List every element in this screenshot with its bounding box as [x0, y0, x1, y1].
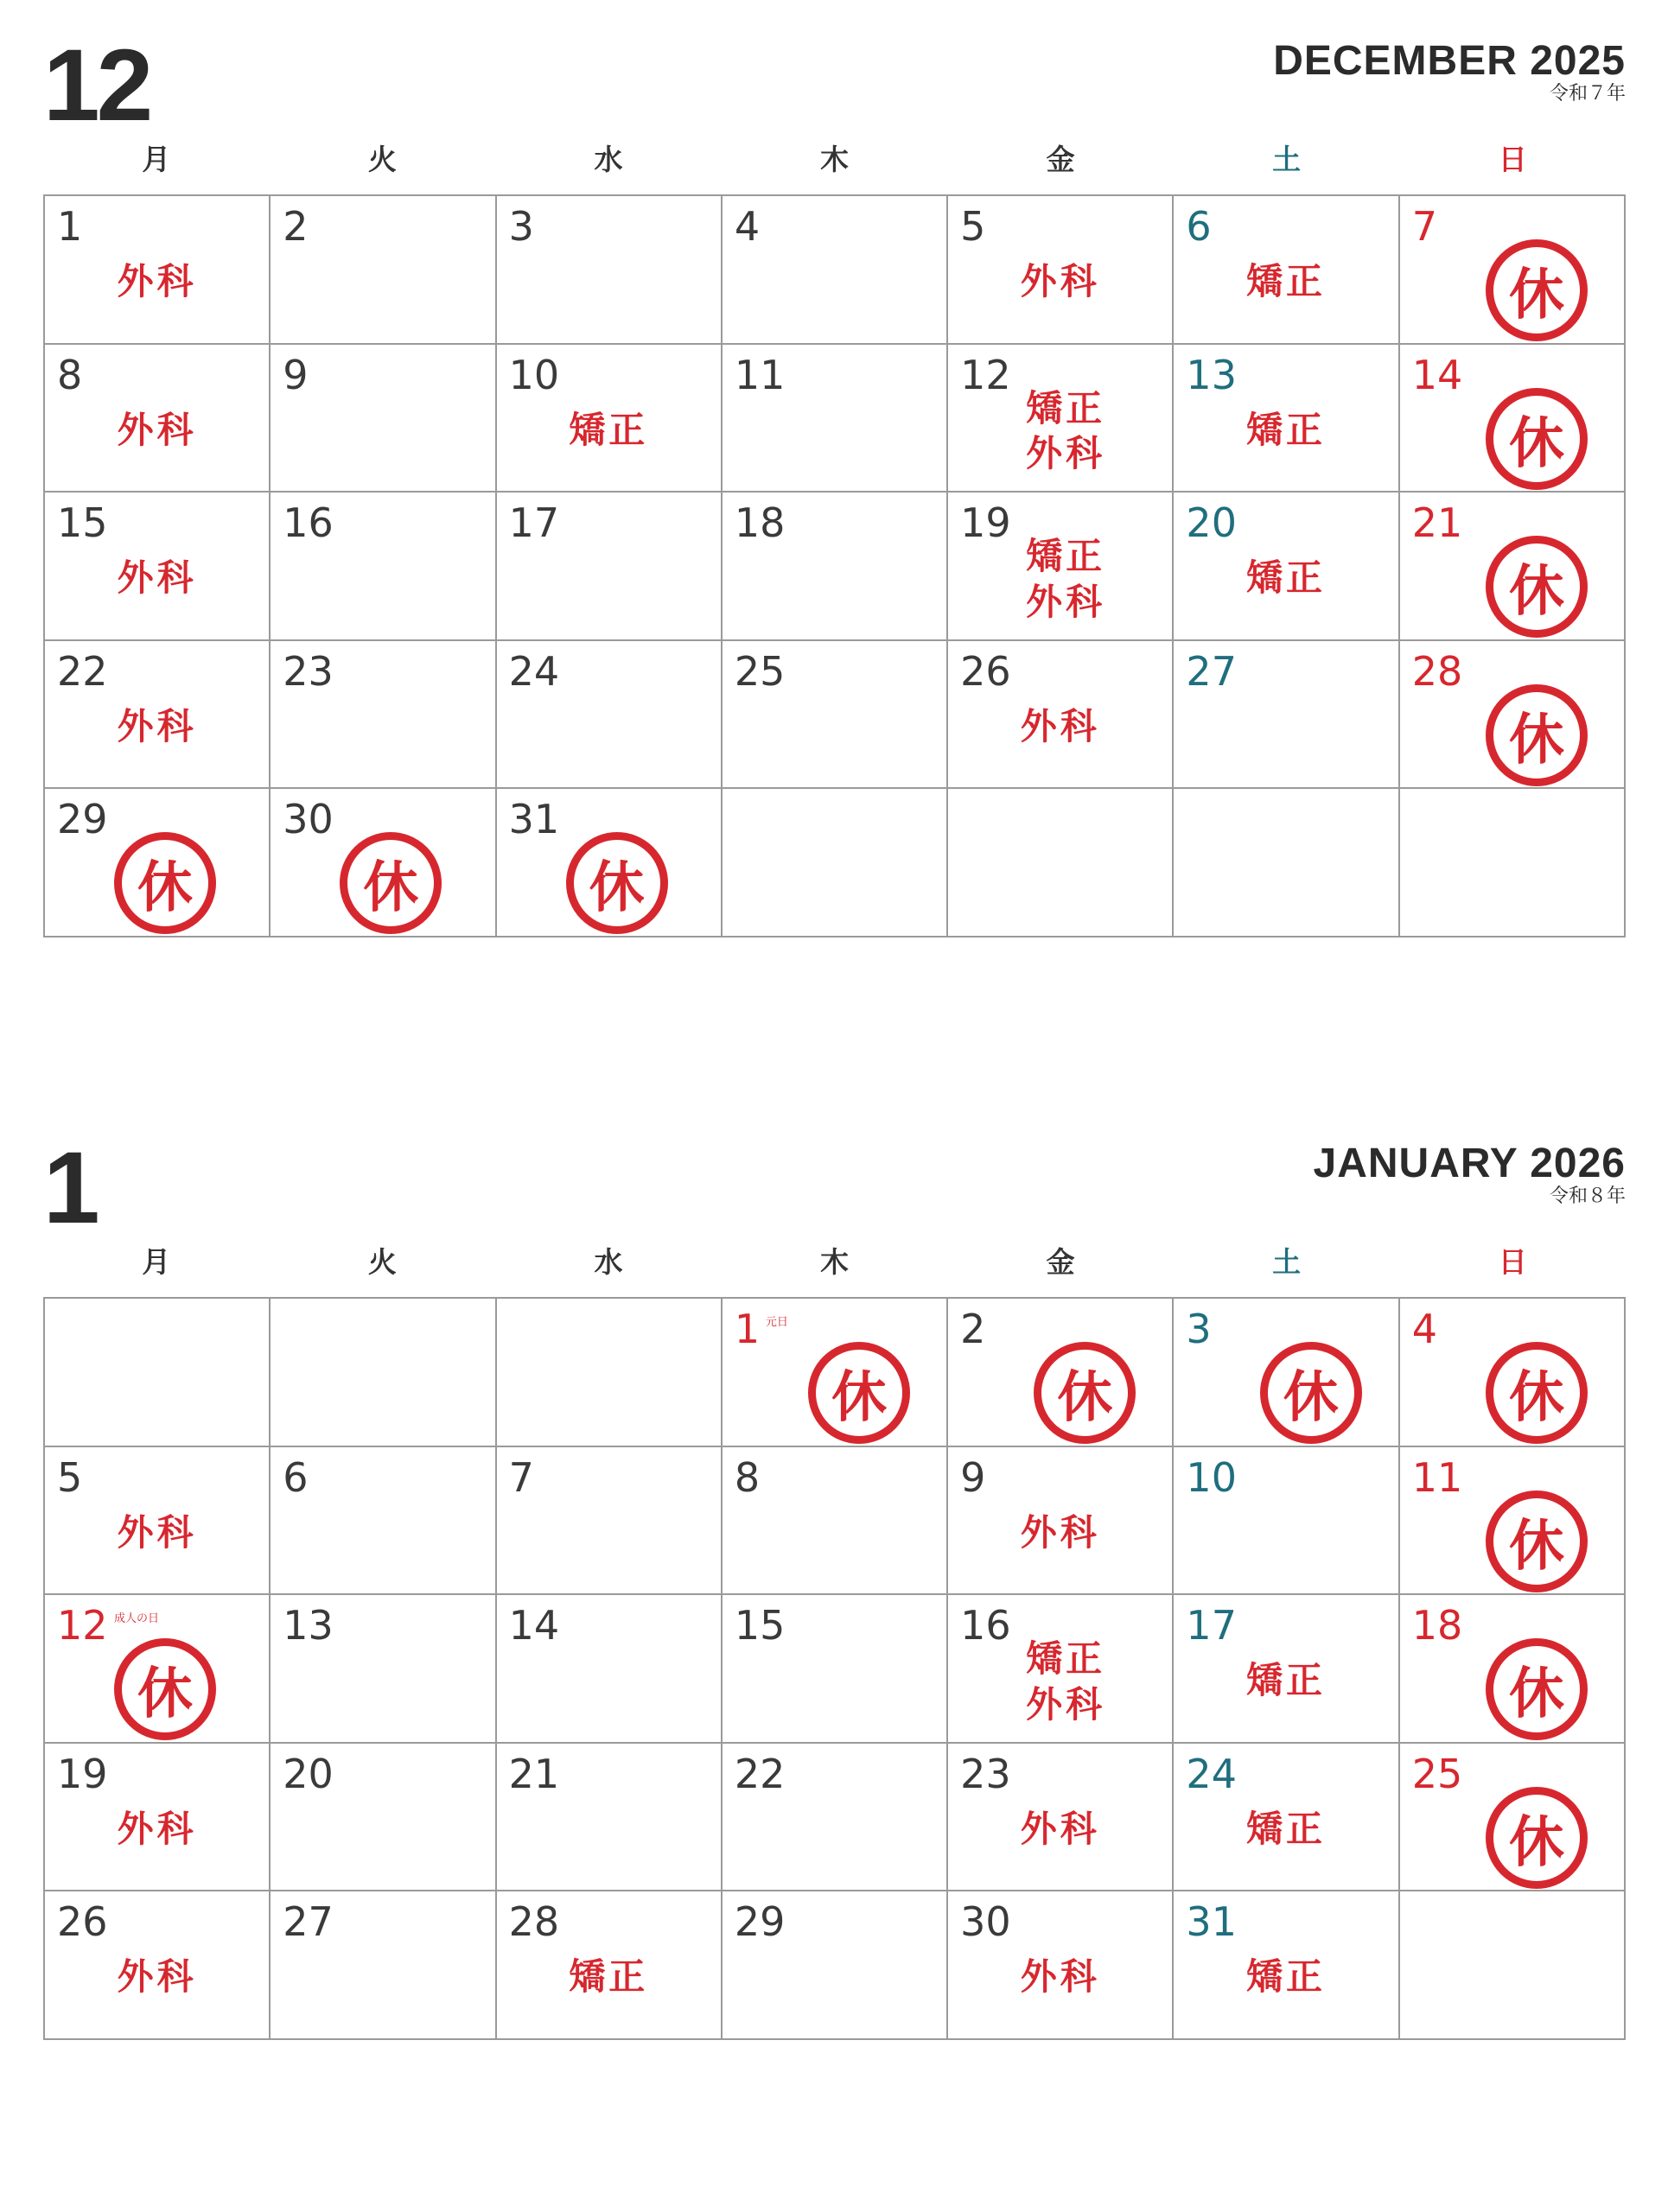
- orthodontics-note: 矯正: [1246, 1659, 1327, 1702]
- day-number: 6: [1186, 203, 1212, 250]
- day-cell: [45, 196, 271, 345]
- day-number: 18: [734, 499, 786, 547]
- day-cell: [723, 1299, 948, 1447]
- day-cell: [497, 493, 723, 641]
- month-number: 12: [43, 29, 150, 143]
- day-cell: [1174, 1447, 1399, 1596]
- orthodontics-note: 矯正: [1246, 1955, 1327, 1999]
- orthodontics-note: 矯正: [1246, 1807, 1327, 1850]
- day-number: 15: [57, 499, 108, 547]
- day-number: 28: [1411, 647, 1463, 695]
- day-cell: [1400, 1595, 1626, 1744]
- day-cell: [45, 493, 271, 641]
- closed-stamp-icon: 休: [1486, 1787, 1588, 1889]
- day-cell: [45, 641, 271, 790]
- day-cell: [948, 641, 1174, 790]
- empty-cell: [948, 789, 1174, 938]
- day-cell: [948, 1595, 1174, 1744]
- day-number: 31: [1186, 1898, 1237, 1946]
- day-cell: [45, 1595, 271, 1744]
- surgery-note: 外科: [1020, 1955, 1100, 1999]
- day-number: 22: [57, 647, 108, 695]
- weekday-thu: 木: [820, 143, 850, 176]
- day-cell: [1400, 345, 1626, 493]
- day-cell: [1174, 1299, 1399, 1447]
- calendar-grid: [43, 194, 1626, 938]
- closed-stamp-icon: 休: [1486, 684, 1588, 786]
- day-number: 17: [508, 499, 560, 547]
- holiday-label: 元日: [765, 1316, 788, 1329]
- month-title-block: [1273, 40, 1626, 106]
- day-cell: [723, 1891, 948, 2040]
- surgery-note: 外科: [1020, 1510, 1100, 1554]
- day-cell: [723, 493, 948, 641]
- day-cell: [45, 1447, 271, 1596]
- weekday-fri: 金: [1046, 1245, 1075, 1279]
- weekday-fri: 金: [1046, 143, 1075, 176]
- day-number: 14: [1411, 351, 1463, 398]
- closed-stamp-icon: 休: [1486, 536, 1588, 638]
- day-number: 22: [734, 1750, 786, 1797]
- day-cell: [271, 345, 496, 493]
- surgery-note: 外科: [1020, 704, 1100, 747]
- schedule-notes: [1026, 386, 1105, 477]
- closed-stamp-icon: 休: [1486, 1638, 1588, 1740]
- closed-stamp-icon: 休: [114, 1638, 216, 1740]
- weekday-sun: 日: [1498, 143, 1527, 176]
- weekday-wed: 水: [594, 143, 623, 176]
- day-number: 16: [283, 499, 334, 547]
- day-number: 6: [283, 1453, 309, 1501]
- day-cell: [271, 1595, 496, 1744]
- schedule-notes: [45, 555, 269, 602]
- day-cell: [723, 1744, 948, 1892]
- day-number: 18: [1411, 1602, 1463, 1649]
- day-cell: [1400, 493, 1626, 641]
- day-number: 10: [508, 351, 560, 398]
- month-number: 1: [43, 1131, 97, 1245]
- day-cell: [948, 1744, 1174, 1892]
- orthodontics-note: 矯正: [1026, 535, 1106, 578]
- day-cell: [271, 789, 496, 938]
- empty-cell: [497, 1299, 723, 1447]
- day-cell: [948, 1891, 1174, 2040]
- closed-stamp-icon: 休: [1486, 388, 1588, 490]
- day-number: 31: [508, 796, 560, 843]
- day-cell: [723, 1447, 948, 1596]
- day-number: 9: [283, 351, 309, 398]
- day-cell: [1400, 1447, 1626, 1596]
- day-cell: [45, 345, 271, 493]
- surgery-note: 外科: [1020, 1807, 1100, 1850]
- month-title: DECEMBER 2025: [1273, 38, 1626, 84]
- era-year: 令和８年: [1549, 1185, 1626, 1208]
- day-number: 24: [508, 647, 560, 695]
- day-cell: [723, 1595, 948, 1744]
- day-cell: [497, 1744, 723, 1892]
- schedule-notes: [45, 1510, 269, 1557]
- day-number: 8: [57, 351, 83, 398]
- schedule-notes: [1174, 407, 1397, 454]
- day-number: 1: [734, 1306, 761, 1352]
- weekday-sat: 土: [1272, 143, 1302, 176]
- weekday-mon: 月: [142, 143, 171, 176]
- schedule-notes: [1174, 1954, 1397, 2001]
- closed-stamp-icon: 休: [1486, 239, 1588, 341]
- day-number: 2: [283, 203, 309, 250]
- day-cell: [271, 641, 496, 790]
- day-number: 4: [1411, 1306, 1437, 1352]
- day-number: 13: [1186, 351, 1237, 398]
- surgery-note: 外科: [117, 704, 197, 747]
- schedule-notes: [497, 407, 721, 454]
- day-number: 17: [1186, 1602, 1237, 1649]
- schedule-notes: [1174, 1657, 1397, 1705]
- month-january: [43, 1131, 1626, 2053]
- day-cell: [723, 345, 948, 493]
- day-cell: [497, 789, 723, 938]
- day-number: 26: [57, 1898, 108, 1946]
- day-cell: [1174, 1891, 1399, 2040]
- surgery-note: 外科: [1026, 1682, 1106, 1726]
- day-number: 29: [57, 796, 108, 843]
- weekday-thu: 木: [820, 1245, 850, 1279]
- day-cell: [271, 1744, 496, 1892]
- month-title: JANUARY 2026: [1313, 1141, 1626, 1186]
- day-cell: [497, 345, 723, 493]
- day-cell: [497, 1595, 723, 1744]
- surgery-note: 外科: [1026, 580, 1106, 623]
- empty-cell: [1400, 1891, 1626, 2040]
- day-cell: [1400, 1299, 1626, 1447]
- day-cell: [723, 196, 948, 345]
- month-title-block: [1314, 1142, 1627, 1209]
- day-number: 5: [960, 203, 986, 250]
- day-number: 4: [734, 203, 761, 250]
- weekday-mon: 月: [142, 1245, 171, 1279]
- day-number: 12: [57, 1602, 108, 1649]
- era-year: 令和７年: [1549, 83, 1626, 105]
- day-number: 27: [283, 1898, 334, 1946]
- day-number: 23: [960, 1750, 1011, 1797]
- day-number: 30: [960, 1898, 1011, 1946]
- day-cell: [1174, 1744, 1399, 1892]
- schedule-notes: [1026, 534, 1105, 625]
- closed-stamp-icon: 休: [1260, 1342, 1362, 1444]
- schedule-notes: [948, 1510, 1172, 1557]
- day-cell: [948, 1299, 1174, 1447]
- surgery-note: 外科: [117, 556, 197, 600]
- orthodontics-note: 矯正: [1246, 556, 1327, 600]
- schedule-notes: [1174, 1806, 1397, 1853]
- day-number: 21: [1411, 499, 1463, 547]
- day-number: 23: [283, 647, 334, 695]
- day-number: 26: [960, 647, 1011, 695]
- day-number: 19: [57, 1750, 108, 1797]
- empty-cell: [1400, 789, 1626, 938]
- day-number: 7: [508, 1453, 534, 1501]
- surgery-note: 外科: [1026, 432, 1106, 475]
- empty-cell: [271, 1299, 496, 1447]
- day-cell: [497, 1447, 723, 1596]
- schedule-notes: [45, 1806, 269, 1853]
- orthodontics-note: 矯正: [569, 408, 649, 451]
- day-cell: [948, 345, 1174, 493]
- day-cell: [497, 1891, 723, 2040]
- closed-stamp-icon: 休: [1486, 1342, 1588, 1444]
- surgery-note: 外科: [117, 1955, 197, 1999]
- closed-stamp-icon: 休: [566, 832, 668, 934]
- day-number: 20: [1186, 499, 1237, 547]
- day-cell: [271, 1891, 496, 2040]
- day-number: 16: [960, 1602, 1011, 1649]
- day-cell: [45, 1744, 271, 1892]
- day-cell: [1174, 196, 1399, 345]
- empty-cell: [45, 1299, 271, 1447]
- day-number: 8: [734, 1453, 761, 1501]
- day-number: 11: [734, 351, 786, 398]
- day-number: 12: [960, 351, 1011, 398]
- surgery-note: 外科: [1020, 260, 1100, 302]
- schedule-notes: [45, 258, 269, 306]
- day-cell: [1174, 345, 1399, 493]
- surgery-note: 外科: [117, 1807, 197, 1850]
- schedule-notes: [1174, 258, 1397, 306]
- closed-stamp-icon: 休: [808, 1342, 910, 1444]
- schedule-notes: [948, 703, 1172, 751]
- schedule-notes: [45, 703, 269, 751]
- day-number: 28: [508, 1898, 560, 1946]
- surgery-note: 外科: [117, 1510, 197, 1554]
- weekday-wed: 水: [594, 1245, 623, 1279]
- weekday-sat: 土: [1272, 1245, 1302, 1279]
- schedule-notes: [948, 1806, 1172, 1853]
- weekday-header: [43, 143, 1626, 177]
- day-cell: [948, 196, 1174, 345]
- calendar-grid: [43, 1297, 1626, 2040]
- day-cell: [948, 1447, 1174, 1596]
- weekday-sun: 日: [1498, 1245, 1527, 1279]
- day-number: 13: [283, 1602, 334, 1649]
- day-number: 29: [734, 1898, 786, 1946]
- day-cell: [1400, 641, 1626, 790]
- empty-cell: [1174, 789, 1399, 938]
- day-number: 19: [960, 499, 1011, 547]
- closed-stamp-icon: 休: [1486, 1491, 1588, 1592]
- schedule-notes: [1174, 555, 1397, 602]
- day-number: 11: [1411, 1453, 1463, 1501]
- day-cell: [271, 196, 496, 345]
- schedule-notes: [948, 258, 1172, 306]
- day-cell: [723, 641, 948, 790]
- day-cell: [1174, 1595, 1399, 1744]
- day-number: 15: [734, 1602, 786, 1649]
- day-number: 7: [1411, 203, 1437, 250]
- day-cell: [1174, 493, 1399, 641]
- day-number: 25: [1411, 1750, 1463, 1797]
- day-cell: [1400, 196, 1626, 345]
- month-december: [43, 29, 1626, 950]
- schedule-notes: [497, 1954, 721, 2001]
- surgery-note: 外科: [117, 408, 197, 451]
- schedule-notes: [45, 407, 269, 454]
- day-cell: [45, 1891, 271, 2040]
- weekday-header: [43, 1245, 1626, 1280]
- day-number: 24: [1186, 1750, 1237, 1797]
- day-cell: [1400, 1744, 1626, 1892]
- day-cell: [45, 789, 271, 938]
- day-number: 10: [1186, 1453, 1237, 1501]
- day-cell: [271, 493, 496, 641]
- day-number: 3: [1186, 1306, 1212, 1352]
- empty-cell: [723, 789, 948, 938]
- day-number: 20: [283, 1750, 334, 1797]
- closed-stamp-icon: 休: [340, 832, 442, 934]
- day-cell: [497, 641, 723, 790]
- day-number: 14: [508, 1602, 560, 1649]
- day-number: 9: [960, 1453, 986, 1501]
- weekday-tue: 火: [367, 143, 397, 176]
- surgery-note: 外科: [117, 260, 197, 302]
- day-number: 1: [57, 203, 83, 250]
- closed-stamp-icon: 休: [114, 832, 216, 934]
- weekday-tue: 火: [367, 1245, 397, 1279]
- orthodontics-note: 矯正: [569, 1955, 649, 1999]
- orthodontics-note: 矯正: [1246, 260, 1327, 302]
- day-cell: [271, 1447, 496, 1596]
- day-number: 27: [1186, 647, 1237, 695]
- schedule-notes: [948, 1954, 1172, 2001]
- day-cell: [948, 493, 1174, 641]
- day-cell: [497, 196, 723, 345]
- closed-stamp-icon: 休: [1034, 1342, 1136, 1444]
- day-number: 3: [508, 203, 534, 250]
- day-number: 25: [734, 647, 786, 695]
- day-number: 30: [283, 796, 334, 843]
- holiday-label: 成人の日: [114, 1612, 160, 1626]
- day-number: 2: [960, 1306, 986, 1352]
- day-cell: [1174, 641, 1399, 790]
- schedule-notes: [1026, 1637, 1105, 1727]
- schedule-notes: [45, 1954, 269, 2001]
- orthodontics-note: 矯正: [1026, 1637, 1106, 1681]
- day-number: 5: [57, 1453, 83, 1501]
- orthodontics-note: 矯正: [1026, 386, 1106, 429]
- day-number: 21: [508, 1750, 560, 1797]
- orthodontics-note: 矯正: [1246, 408, 1327, 451]
